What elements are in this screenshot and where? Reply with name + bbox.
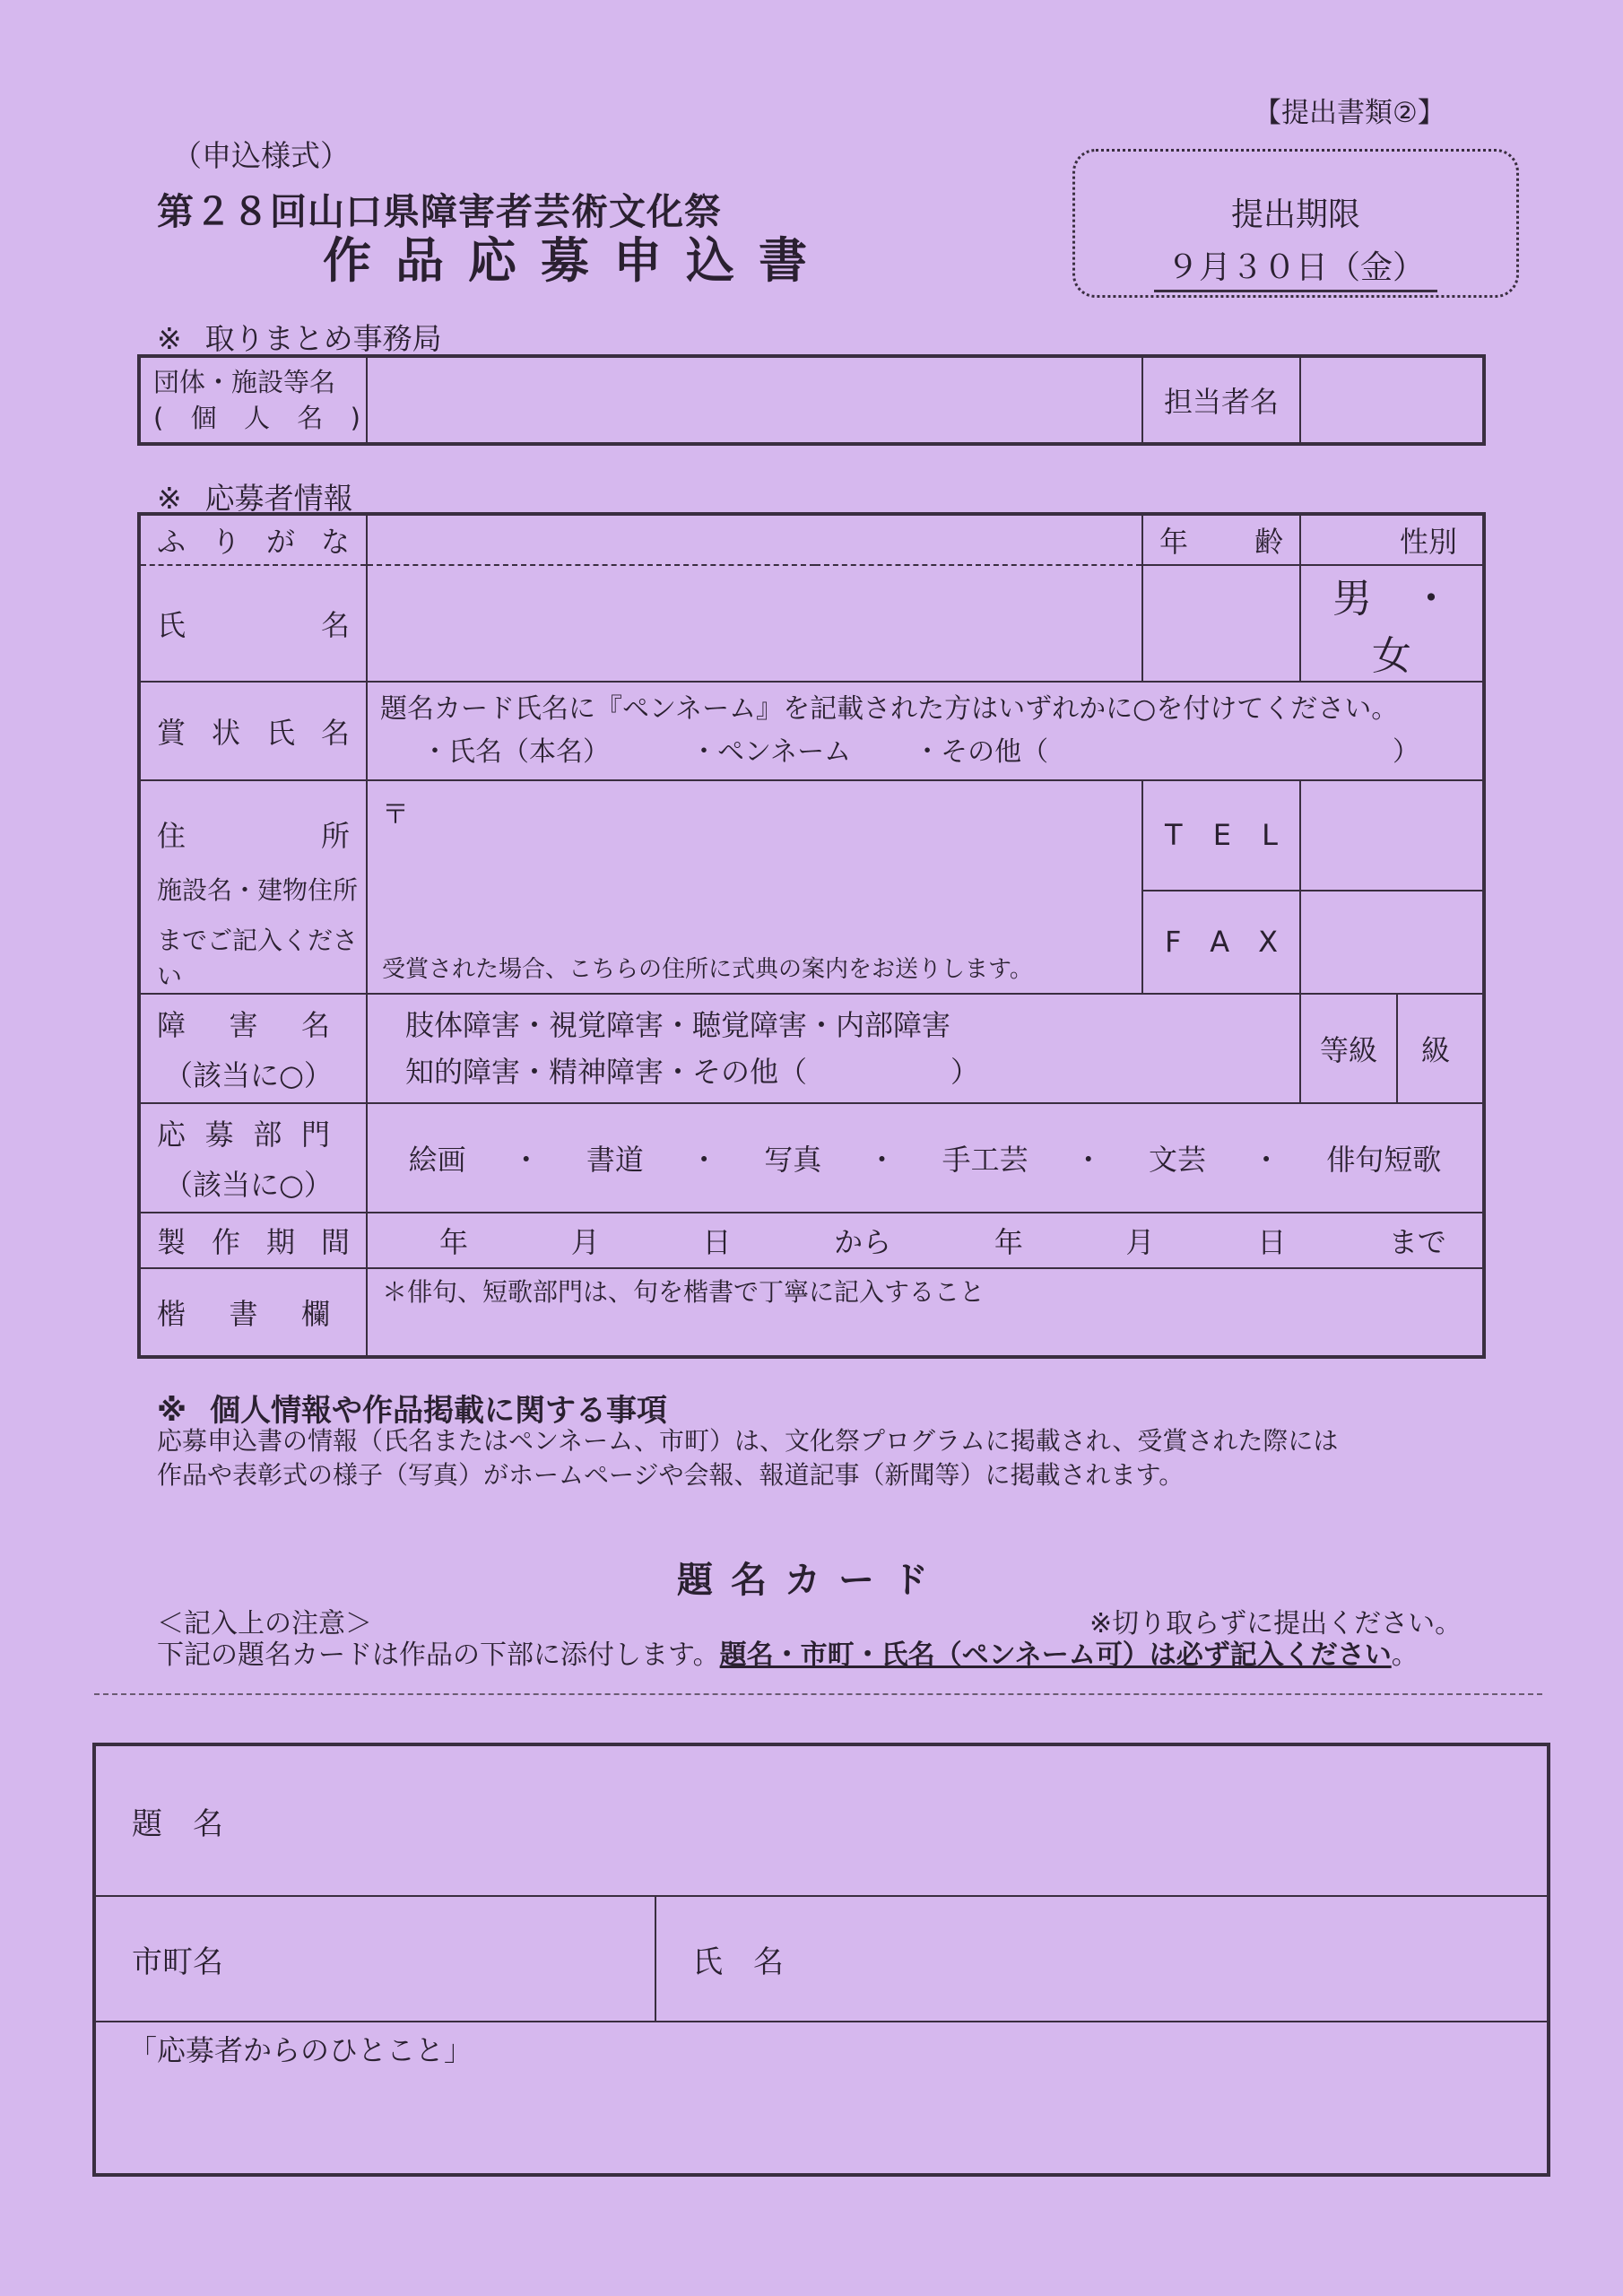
name-label: 氏 名 xyxy=(140,565,367,682)
cut-line xyxy=(94,1693,1542,1695)
comment-field[interactable] xyxy=(95,2022,1548,2174)
age-label: 年 齢 xyxy=(1142,515,1300,565)
address-label: 住 所 施設名・建物住所 までご記入ください xyxy=(140,780,367,994)
city-field[interactable] xyxy=(95,1896,655,2022)
period-field[interactable]: 年 月 日 から 年 月 日 まで xyxy=(367,1213,1483,1268)
city-label: 市町名 xyxy=(132,1944,223,1980)
tel-label: T E L xyxy=(1142,780,1300,891)
applicant-table xyxy=(139,514,1490,1357)
award-name-field xyxy=(367,682,1483,780)
award-option-real-name[interactable]: ・氏名（本名） xyxy=(421,736,610,768)
work-title-field[interactable] xyxy=(95,1745,1548,1896)
award-option-other[interactable]: ・その他（ xyxy=(914,736,1049,768)
contact-person-label: 担当者名 xyxy=(1142,357,1300,443)
address-field[interactable] xyxy=(367,780,1142,994)
form-note: （申込様式） xyxy=(172,138,350,173)
gender-label: 性 別 xyxy=(1300,515,1483,565)
award-option-pen-name[interactable]: ・ペンネーム xyxy=(690,736,852,768)
page-title: 作品応募申込書 xyxy=(323,232,831,289)
calligraphy-note: ＊俳句、短歌部門は、句を楷書で丁寧に記入すること xyxy=(382,1277,985,1307)
category-label: 応 募 部 門 （該当に○） xyxy=(140,1103,367,1213)
section-privacy-heading: ※ 個人情報や作品掲載に関する事項 xyxy=(157,1393,668,1429)
card-note-heading: ＜記入上の注意＞ xyxy=(157,1608,372,1639)
furigana-label: ふ り が な xyxy=(140,515,367,565)
calligraphy-field[interactable] xyxy=(367,1268,1483,1356)
comment-label: 「応募者からのひとこと」 xyxy=(128,2033,473,2067)
card-note-required: 題名・市町・氏名（ペンネーム可）は必ず記入ください xyxy=(719,1639,1392,1671)
org-name-label: 団体・施設等名 ( 個 人 名 ) xyxy=(140,357,367,443)
note-mark: ※ xyxy=(157,1393,187,1429)
deadline-label: 提出期限 xyxy=(1230,196,1360,233)
card-note-do-not-cut: ※切り取らずに提出ください。 xyxy=(1089,1608,1462,1639)
card-name-field[interactable] xyxy=(655,1896,1548,2022)
section-applicant-heading: ※ 応募者情報 xyxy=(157,481,353,516)
period-label: 製 作 期 間 xyxy=(140,1213,367,1268)
note-mark: ※ xyxy=(157,481,182,516)
age-field[interactable] xyxy=(1142,565,1300,682)
gender-options[interactable]: 男 ・ 女 xyxy=(1300,565,1483,682)
card-name-label: 氏 名 xyxy=(692,1944,784,1980)
organizer-table xyxy=(139,356,1484,444)
tel-field[interactable] xyxy=(1300,780,1483,891)
title-card-heading: 題名カード xyxy=(677,1560,946,1601)
work-title-label: 題 名 xyxy=(132,1805,223,1842)
category-options[interactable]: 絵画 ・ 書道 ・ 写真 ・ 手工芸 ・ 文芸 ・ 俳句短歌 xyxy=(367,1103,1483,1213)
card-note-body: 下記の題名カードは作品の下部に添付します。題名・市町・氏名（ペンネーム可）は必ず記入ください。 xyxy=(157,1639,1419,1671)
deadline-box xyxy=(1072,149,1519,298)
title-card-table xyxy=(94,1744,1549,2175)
note-mark: ※ xyxy=(157,321,182,356)
org-name-field[interactable] xyxy=(367,357,1142,443)
award-name-label: 賞 状 氏 名 xyxy=(140,682,367,780)
postal-mark: 〒 xyxy=(382,799,409,831)
contact-person-field[interactable] xyxy=(1300,357,1483,443)
fax-label: F A X xyxy=(1142,891,1300,994)
fax-field[interactable] xyxy=(1300,891,1483,994)
address-note: 受賞された場合、こちらの住所に式典の案内をお送りします。 xyxy=(382,956,1033,983)
grade-field[interactable]: 級 xyxy=(1397,994,1483,1103)
award-options: ・氏名（本名） ・ペンネーム ・その他（ ） xyxy=(368,731,1482,774)
document-type-label: 【提出書類②】 xyxy=(1254,97,1445,129)
name-field[interactable] xyxy=(367,565,1142,682)
deadline-date: ９月３０日（金） xyxy=(1154,242,1437,292)
privacy-text: 応募申込書の情報（氏名またはペンネーム、市町）は、文化祭プログラムに掲載され、受賞された際には 作品や表彰式の様子（写真）がホームページや会報、報道記事（新聞等）に掲載されます。 xyxy=(157,1426,1339,1490)
disability-label: 障 害 名 （該当に○） xyxy=(140,994,367,1103)
section-organizer-heading: ※ 取りまとめ事務局 xyxy=(157,321,442,356)
grade-label: 等級 xyxy=(1300,994,1397,1103)
festival-name: 第２８回山口県障害者芸術文化祭 xyxy=(157,190,722,233)
calligraphy-label: 楷 書 欄 xyxy=(140,1268,367,1356)
furigana-field[interactable] xyxy=(367,515,1142,565)
award-note: 題名カード氏名に『ペンネーム』を記載された方はいずれかに○を付けてください。 xyxy=(380,693,1399,725)
disability-options[interactable]: 肢体障害・視覚障害・聴覚障害・内部障害 知的障害・精神障害・その他（ ） xyxy=(367,994,1300,1103)
